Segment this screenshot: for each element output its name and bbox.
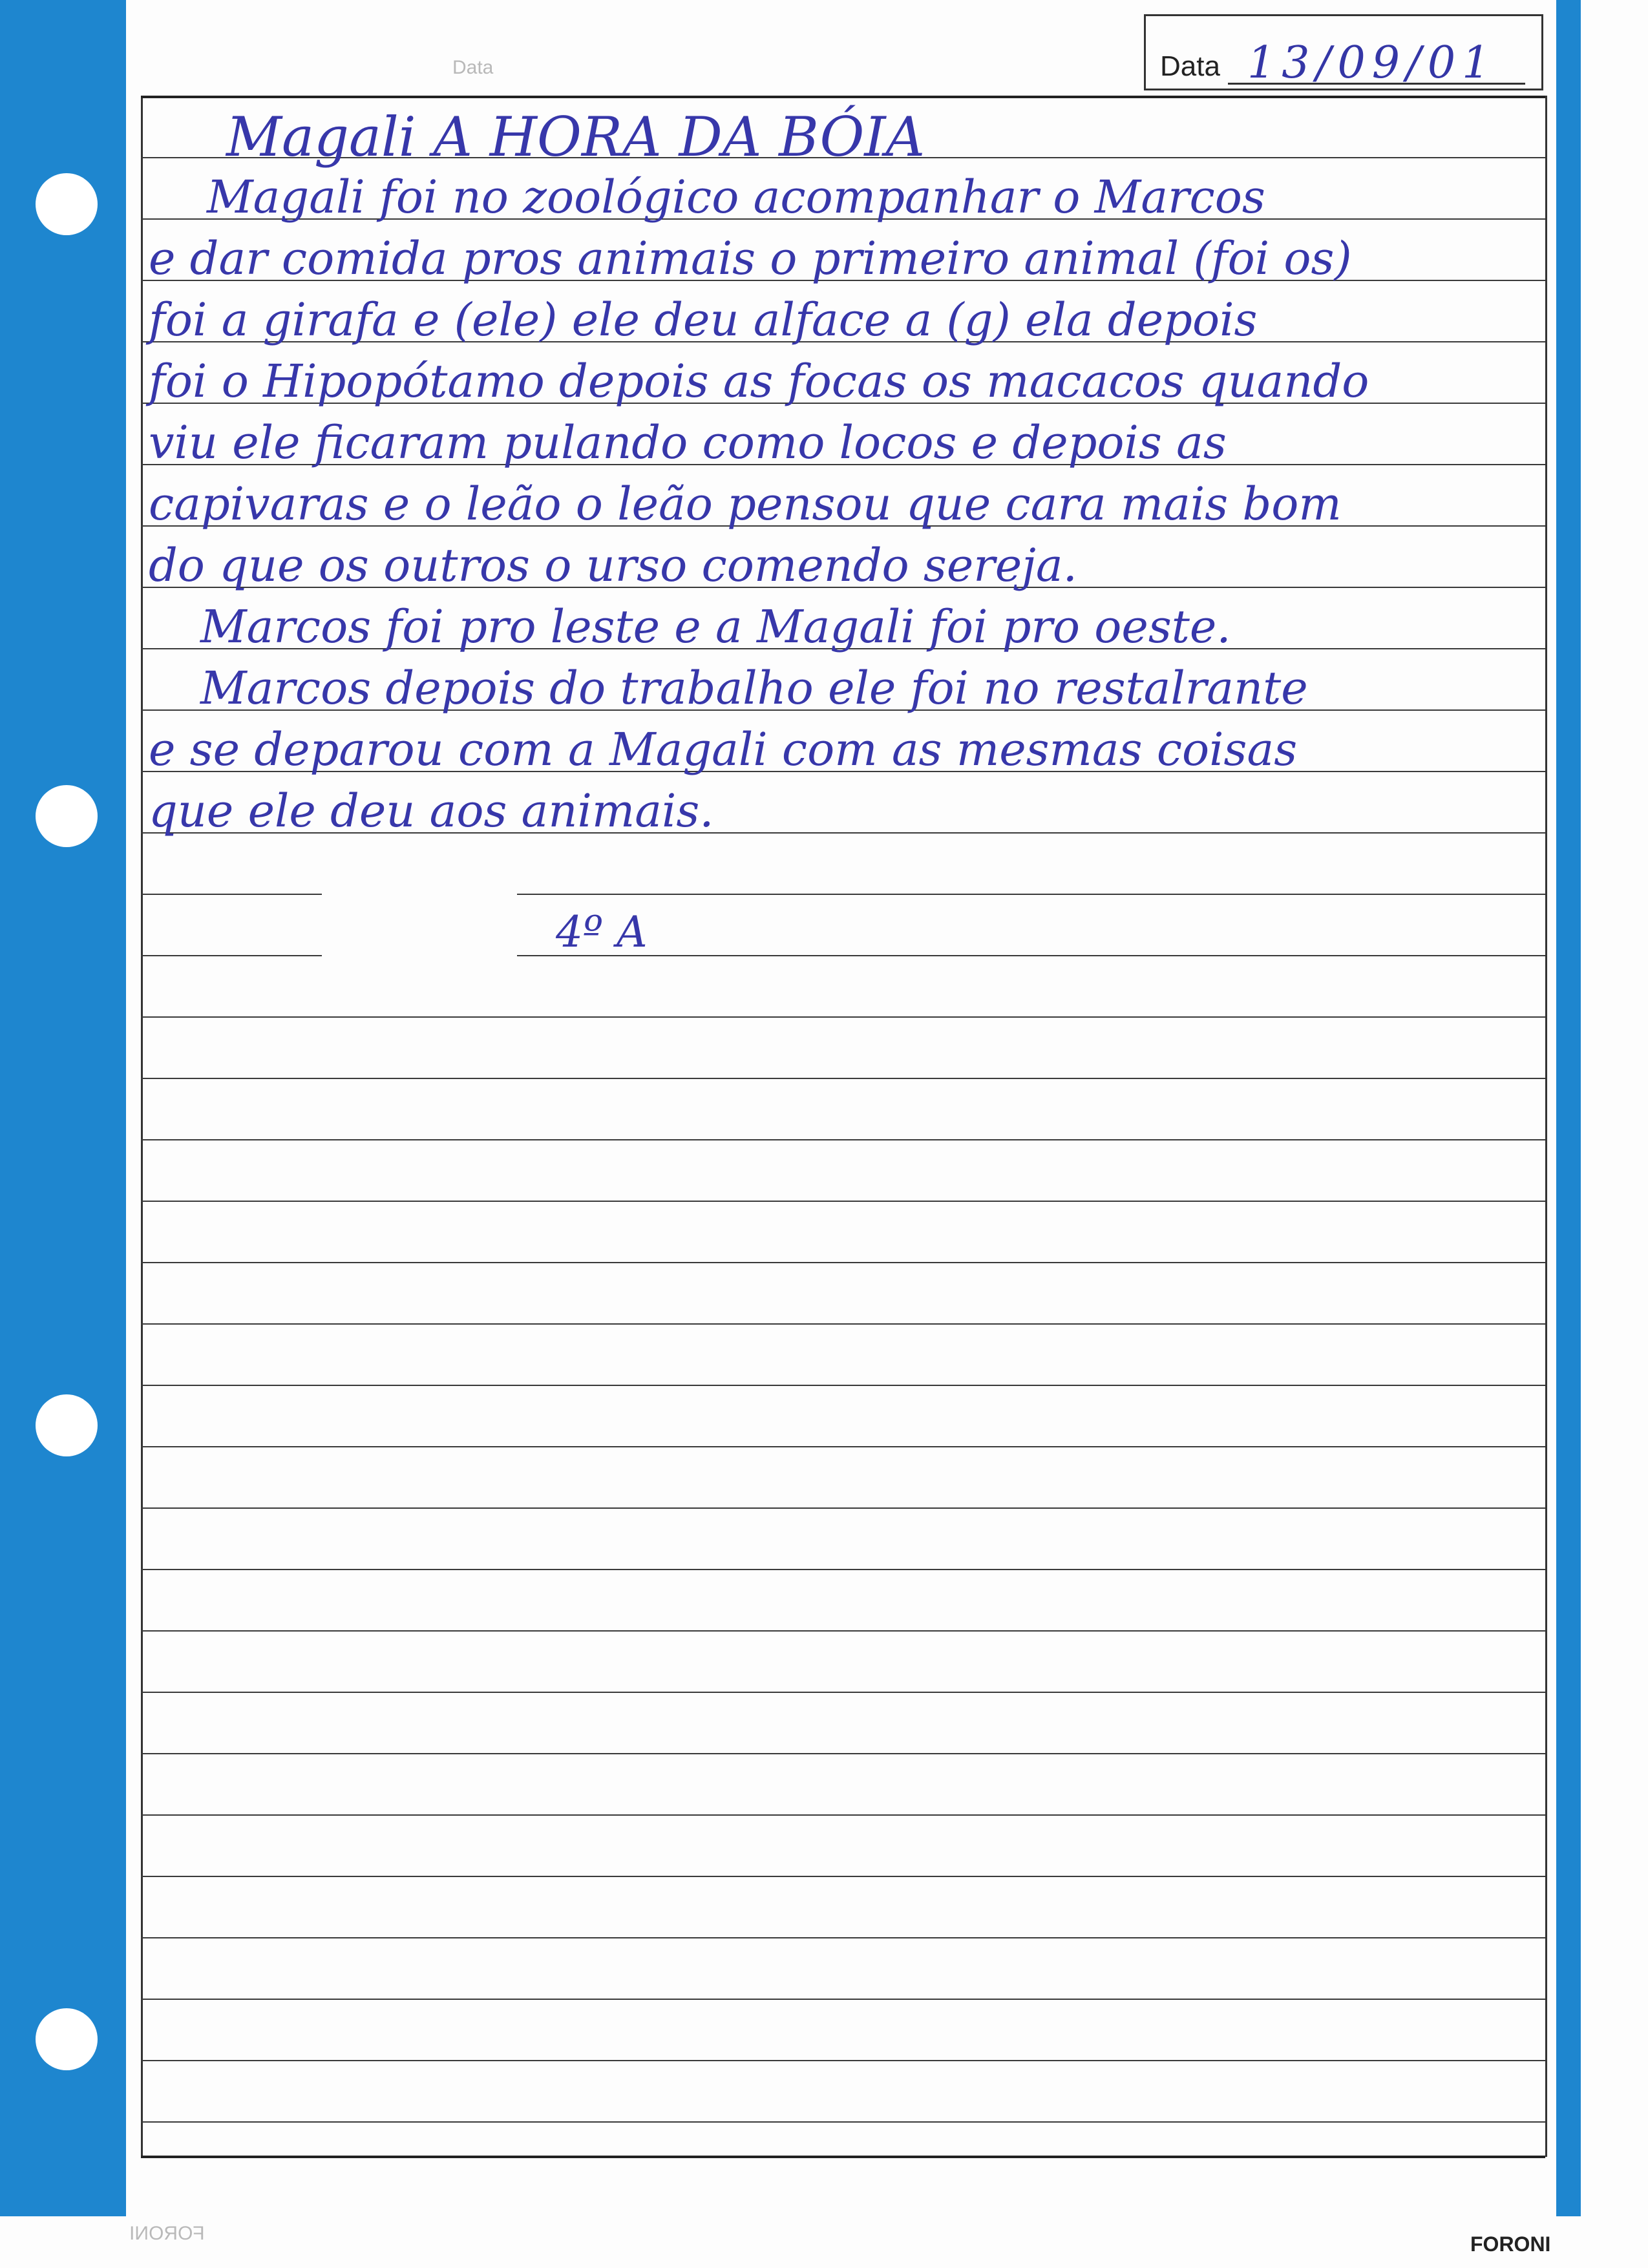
- essay-line-2: e dar comida pros animais o primeiro animal (foi os): [149, 232, 1352, 285]
- rule-line: [141, 1937, 1545, 1938]
- rule-line-short: [141, 894, 322, 895]
- class-label: 4º A: [556, 907, 648, 957]
- rule-line: [141, 1262, 1545, 1263]
- essay-title: Magali A HORA DA BÓIA: [226, 105, 925, 169]
- rule-line-bottom: [141, 2156, 1545, 2158]
- rule-line: [141, 1507, 1545, 1509]
- rule-line-right: [517, 894, 1545, 895]
- left-binding-strip: [0, 0, 126, 2216]
- rule-line: [141, 2121, 1545, 2123]
- essay-line-10: e se deparou com a Magali com as mesmas coisas: [149, 723, 1298, 776]
- binder-hole-2: [36, 785, 98, 847]
- rule-line: [141, 1999, 1545, 2000]
- essay-line-8: Marcos foi pro leste e a Magali foi pro oeste.: [200, 600, 1231, 653]
- right-binding-strip: [1556, 0, 1581, 2216]
- brand-logo: FORONI: [1470, 2232, 1551, 2256]
- essay-line-7: do que os outros o urso comendo sereja.: [149, 539, 1077, 592]
- essay-line-11: que ele deu aos animais.: [149, 784, 714, 837]
- rule-line-short: [141, 955, 322, 956]
- date-label: Data: [1160, 50, 1220, 82]
- essay-line-9: Marcos depois do trabalho ele foi no restalrante: [200, 662, 1308, 715]
- rule-line: [141, 1385, 1545, 1386]
- rule-line: [141, 1753, 1545, 1754]
- essay-line-4: foi o Hipopótamo depois as focas os macacos quando: [149, 355, 1369, 408]
- rule-line: [141, 2060, 1545, 2061]
- binder-hole-3: [36, 1394, 98, 1456]
- rule-line: [141, 1569, 1545, 1570]
- rule-line: [141, 1139, 1545, 1140]
- rule-line: [141, 1876, 1545, 1877]
- rule-line: [141, 1323, 1545, 1325]
- rule-line-top: [141, 96, 1545, 98]
- essay-line-6: capivaras e o leão o leão pensou que cara mais bom: [149, 478, 1342, 530]
- rule-line: [141, 1446, 1545, 1447]
- show-through-brand: FORONI: [129, 2223, 205, 2244]
- essay-line-1: Magali foi no zoológico acompanhar o Marcos: [207, 171, 1265, 224]
- show-through-date-label: Data: [452, 57, 494, 78]
- rule-line: [141, 1016, 1545, 1018]
- rule-line: [141, 1201, 1545, 1202]
- rule-line: [141, 1630, 1545, 1632]
- date-value: 13/09/01: [1247, 37, 1497, 89]
- binder-hole-4: [36, 2008, 98, 2070]
- rule-line: [141, 1692, 1545, 1693]
- essay-line-3: foi a girafa e (ele) ele deu alface a (g) ela depois: [149, 293, 1258, 346]
- rule-line: [141, 1078, 1545, 1079]
- essay-line-5: viu ele ficaram pulando como locos e depois as: [149, 416, 1227, 469]
- rule-line-right: [517, 955, 1545, 956]
- binder-hole-1: [36, 173, 98, 235]
- rule-line: [141, 1814, 1545, 1816]
